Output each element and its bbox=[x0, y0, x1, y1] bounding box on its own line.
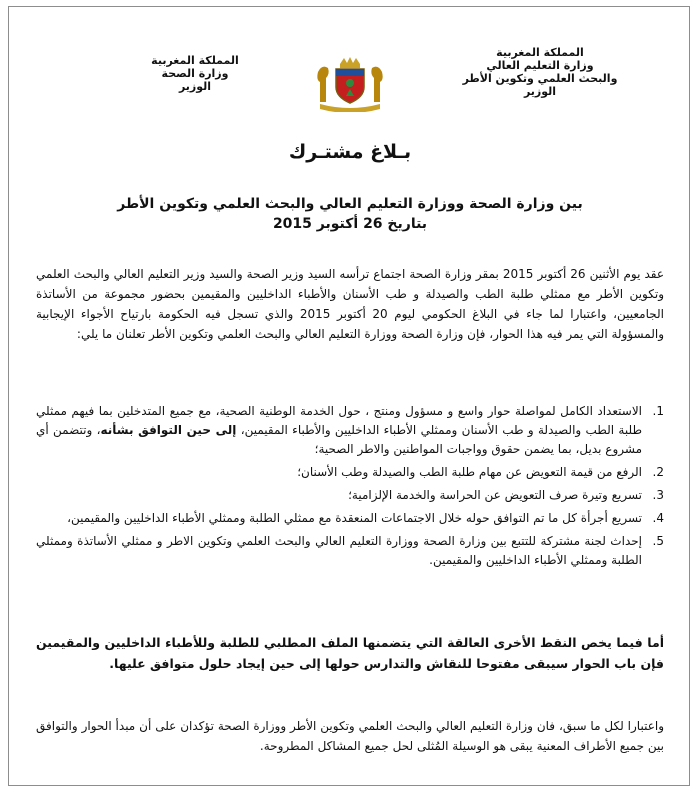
list-item-emphasis: إلى حين التوافق بشأنه bbox=[100, 423, 237, 437]
list-item-text: إحداث لجنة مشتركة للتتبع بين وزارة الصحة ووزارة التعليم العالي والبحث العلمي وتكوين الاطر و ممثلي الأساتذة وممثلي الطلبة وممثلي الأطباء الداخليين والمقيمين. bbox=[36, 534, 642, 567]
list-item bbox=[36, 463, 664, 482]
header-line: الوزير bbox=[178, 80, 212, 93]
header-line: وزارة الصحة bbox=[161, 67, 229, 80]
header-line: وزارة التعليم العالي bbox=[486, 59, 594, 72]
subtitle-date: بتاريخ 26 أكتوبر 2015 bbox=[272, 216, 428, 232]
list-item-text: ، وتتضمن أي مشروع بديل، بما يضمن حقوق وواجبات المواطنين والاطر الصحية؛ bbox=[36, 423, 642, 456]
intro-paragraph: عقد يوم الأثنين 26 أكتوبر 2015 بمقر وزارة الصحة اجتماع ترأسه السيد وزير الصحة والسيد وزير التعليم العالي والبحث العلمي وتكوين الأطر مع ممثلي طلبة الطب والصيدلة و طب الأسنان والأطباء الداخليين والمقيمين بحضور مجموعة من الأساتذة الجامعيين، واعتبارا لما جاء في البلاغ الحكومي ليوم 20 أكتوبر 2015 والذي تسجل فيه الحكومة بارتياح الأجواء الإيجابية والمسؤولة التي يمر فيه هذا الحوار، فإن وزارة الصحة ووزارة التعليم العالي والبحث العلمي وتكوين الأطر تعلنان ما يلي: bbox=[36, 267, 664, 341]
header-line: المملكة المغربية bbox=[151, 54, 239, 67]
list-item-text: الرفع من قيمة التعويض عن مهام طلبة الطب والصيدلة وطب الأسنان؛ bbox=[297, 465, 642, 479]
page-title: بـلاغ مشتـرك bbox=[288, 141, 412, 163]
moroccan-coat-of-arms-icon bbox=[312, 54, 388, 112]
list-item-number: 5. bbox=[652, 534, 664, 548]
list-item bbox=[36, 402, 664, 459]
list-item-text: الاستعداد الكامل لمواصلة حوار واسع و مسؤول ومنتج ، حول الخدمة الوطنية الصحية، مع جميع المتدخلين بما فيهم ممثلي طلبة الطب والصيدلة و طب الأسنان وممثلي الأطباء الداخليين والأطباء المقيمين، bbox=[36, 404, 642, 437]
list-item bbox=[36, 486, 664, 505]
header-line: المملكة المغربية bbox=[496, 46, 584, 59]
header-ministry-higher-education bbox=[460, 46, 620, 98]
subtitle: بين وزارة الصحة ووزارة التعليم العالي والبحث العلمي وتكوين الأطر bbox=[117, 196, 583, 212]
header-ministry-health bbox=[120, 54, 270, 93]
list-item-text: تسريع وتيرة صرف التعويض عن الحراسة والخدمة الإلزامية؛ bbox=[348, 488, 642, 502]
list-item-number: 3. bbox=[652, 488, 664, 502]
header-line: الوزير bbox=[523, 85, 557, 98]
list-item-text: تسريع أجرأة كل ما تم التوافق حوله خلال الاجتماعات المنعقدة مع ممثلي الطلبة وممثلي الأطباء الداخليين والمقيمين، bbox=[67, 511, 642, 525]
list-item-number: 1. bbox=[652, 404, 664, 418]
list-item bbox=[36, 532, 664, 570]
closing-paragraph: واعتبارا لكل ما سبق، فان وزارة التعليم العالي والبحث العلمي وتكوين الأطر ووزارة الصحة تؤكدان على أن مبدأ الحوار والتوافق بين جميع الأطراف المعنية يبقى هو الوسيلة المُثلى لحل جميع المشاكل المطروحة. bbox=[36, 719, 664, 753]
decisions-list bbox=[36, 402, 664, 574]
header-line: والبحث العلمي وتكوين الأطر bbox=[462, 72, 618, 85]
list-item-number: 2. bbox=[652, 465, 664, 479]
list-item bbox=[36, 509, 664, 528]
pending-issues-paragraph: أما فيما يخص النقط الأخرى العالقة التي يتضمنها الملف المطلبي للطلبة وللأطباء الداخليين والمقيمين فإن باب الحوار سيبقى مفتوحا للنقاش والتدارس حولها إلى حين إيجاد حلول متوافق عليها. bbox=[36, 635, 664, 671]
list-item-number: 4. bbox=[652, 511, 664, 525]
